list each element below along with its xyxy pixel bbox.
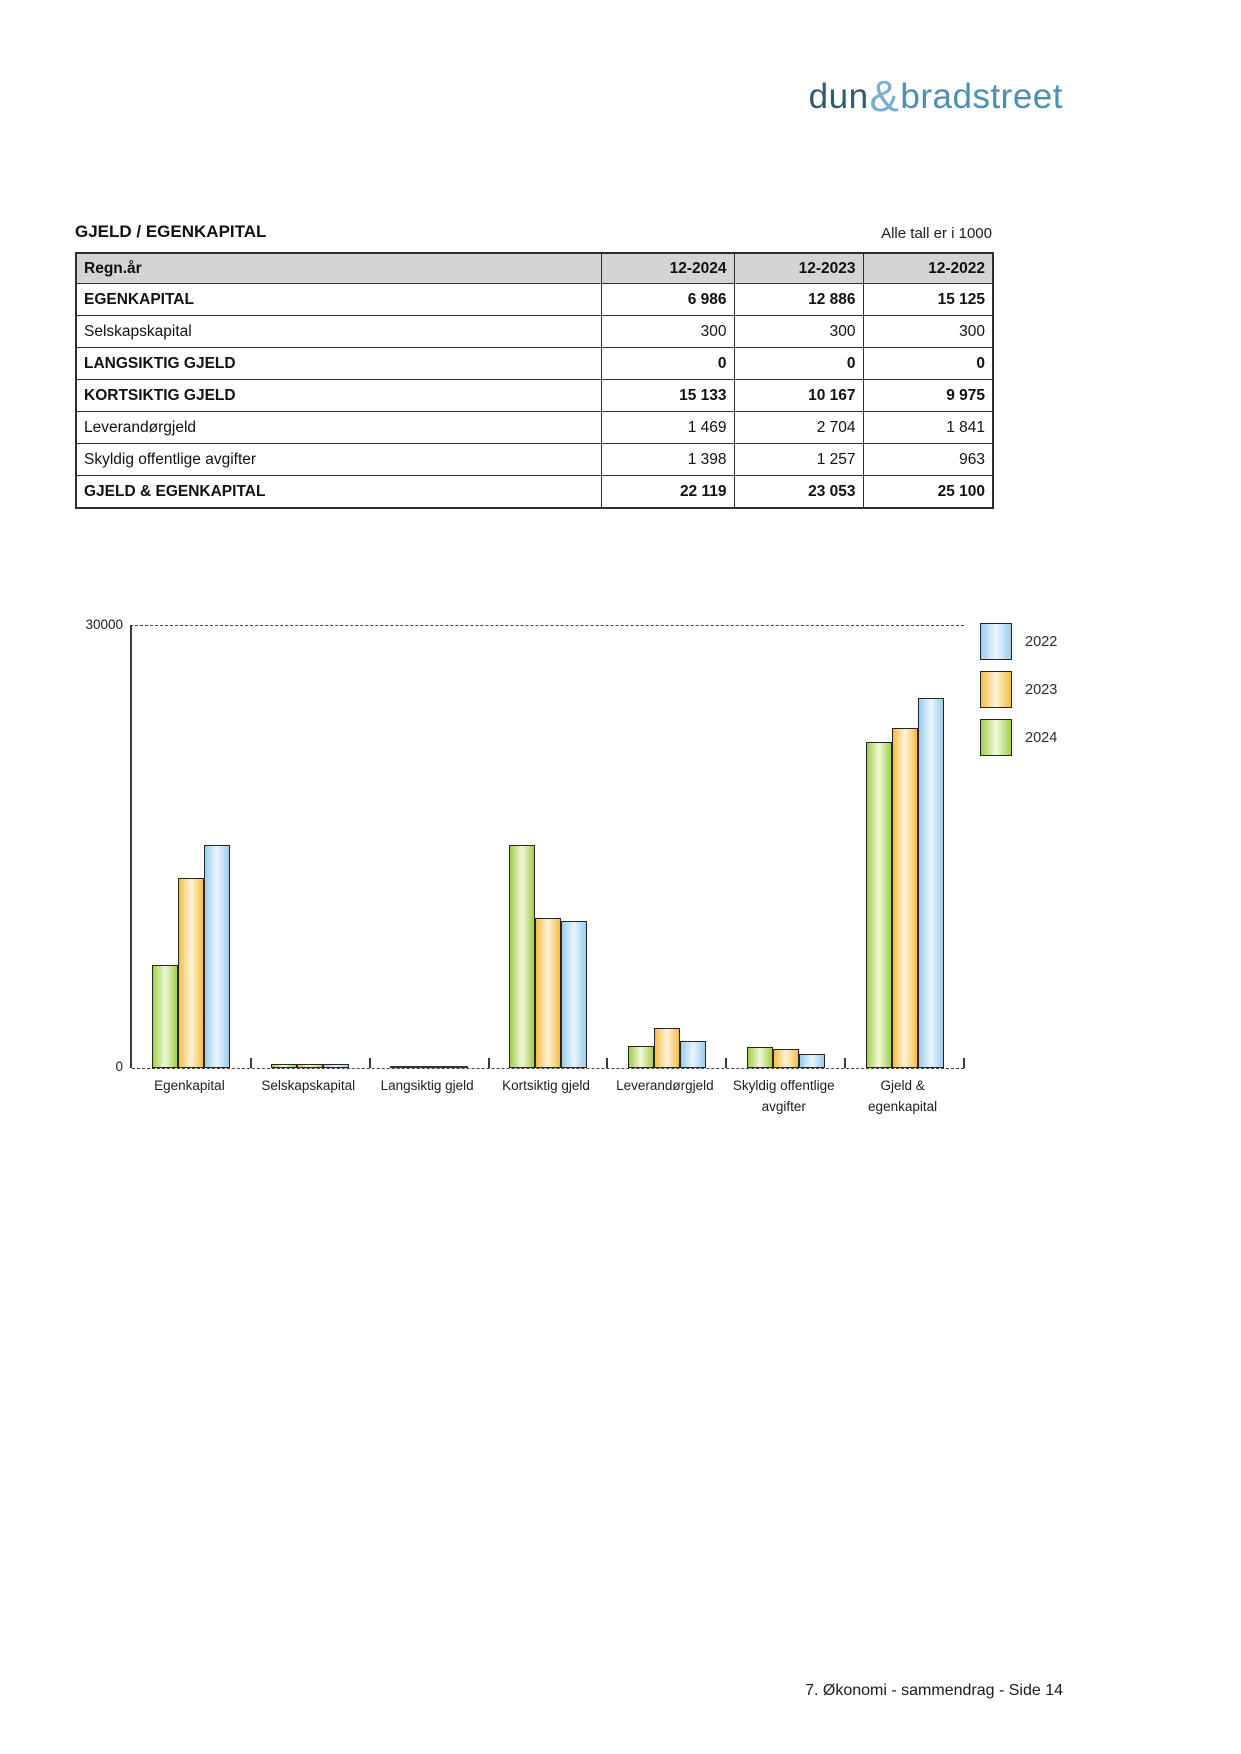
ampersand-logo-glyph: & <box>869 72 900 121</box>
chart-legend <box>980 623 1057 767</box>
bar-2023 <box>773 1049 799 1068</box>
category-label: Egenkapital <box>154 1078 225 1093</box>
bar-2022 <box>442 1066 468 1068</box>
bar-2022 <box>918 698 944 1068</box>
row-value: 2 704 <box>734 412 863 444</box>
bar-2023 <box>178 878 204 1068</box>
table-row <box>76 412 993 444</box>
table-unit-note: Alle tall er i 1000 <box>881 225 992 242</box>
legend-label: 2023 <box>1025 681 1058 698</box>
bar-2023 <box>416 1066 442 1068</box>
row-value: 12 886 <box>734 284 863 316</box>
row-label: Selskapskapital <box>76 316 601 348</box>
bar-2023 <box>654 1028 680 1068</box>
row-value: 25 100 <box>863 476 993 509</box>
category-label: Skyldig offentlige avgifter <box>732 1078 835 1114</box>
row-value: 300 <box>734 316 863 348</box>
chart-cell <box>489 626 608 1068</box>
category-label: Selskapskapital <box>261 1078 356 1093</box>
chart-category-labels <box>130 1076 962 1118</box>
bar-2024 <box>628 1046 654 1068</box>
chart-cell <box>845 626 964 1068</box>
table-row <box>76 380 993 412</box>
row-value: 1 398 <box>601 444 734 476</box>
category-label: Kortsiktig gjeld <box>502 1078 590 1093</box>
legend-item-2024 <box>980 719 1057 756</box>
row-value: 0 <box>601 348 734 380</box>
row-value: 1 841 <box>863 412 993 444</box>
table-row <box>76 316 993 348</box>
bar-2024 <box>866 742 892 1068</box>
row-label: GJELD & EGENKAPITAL <box>76 476 601 509</box>
bar-2022 <box>799 1054 825 1068</box>
row-value: 23 053 <box>734 476 863 509</box>
table-header-row <box>76 253 993 284</box>
legend-swatch-2023 <box>980 671 1012 708</box>
table-row <box>76 284 993 316</box>
bar-2022 <box>680 1041 706 1068</box>
row-value: 22 119 <box>601 476 734 509</box>
chart-cell <box>251 626 370 1068</box>
legend-swatch-2024 <box>980 719 1012 756</box>
bar-2023 <box>297 1064 323 1068</box>
table-row <box>76 444 993 476</box>
chart-cell <box>370 626 489 1068</box>
row-label: EGENKAPITAL <box>76 284 601 316</box>
row-label: KORTSIKTIG GJELD <box>76 380 601 412</box>
legend-label: 2022 <box>1025 633 1058 650</box>
bar-chart-plot-area <box>130 625 964 1068</box>
row-value: 1 257 <box>734 444 863 476</box>
bar-2024 <box>747 1047 773 1068</box>
chart-cell <box>132 626 251 1068</box>
table-body <box>76 284 993 509</box>
table-row <box>76 348 993 380</box>
bar-2022 <box>204 845 230 1068</box>
row-value: 963 <box>863 444 993 476</box>
header-regnaar: Regn.år <box>76 253 601 284</box>
bar-2024 <box>390 1066 416 1068</box>
axis-tick <box>963 1058 965 1068</box>
logo-bradstreet-text: bradstreet <box>900 77 1063 116</box>
bar-2023 <box>535 918 561 1068</box>
category-label: Leverandørgjeld <box>616 1078 714 1093</box>
row-value: 0 <box>734 348 863 380</box>
chart-cell <box>607 626 726 1068</box>
legend-item-2023 <box>980 671 1057 708</box>
legend-item-2022 <box>980 623 1057 660</box>
legend-label: 2024 <box>1025 729 1058 746</box>
row-label: Leverandørgjeld <box>76 412 601 444</box>
row-value: 15 133 <box>601 380 734 412</box>
category-label: Gjeld & egenkapital <box>868 1078 938 1114</box>
row-value: 9 975 <box>863 380 993 412</box>
bar-2023 <box>892 728 918 1068</box>
category-label: Langsiktig gjeld <box>380 1078 474 1093</box>
dnb-logo <box>808 72 1063 121</box>
legend-swatch-2022 <box>980 623 1012 660</box>
row-value: 15 125 <box>863 284 993 316</box>
row-value: 300 <box>601 316 734 348</box>
row-label: Skyldig offentlige avgifter <box>76 444 601 476</box>
row-value: 1 469 <box>601 412 734 444</box>
row-value: 0 <box>863 348 993 380</box>
header-12-2024: 12-2024 <box>601 253 734 284</box>
header-12-2023: 12-2023 <box>734 253 863 284</box>
table-row <box>76 476 993 509</box>
x-axis-baseline <box>132 1068 964 1069</box>
bar-2022 <box>561 921 587 1068</box>
bar-2022 <box>323 1064 349 1068</box>
header-12-2022: 12-2022 <box>863 253 993 284</box>
row-label: LANGSIKTIG GJELD <box>76 348 601 380</box>
row-value: 300 <box>863 316 993 348</box>
bar-2024 <box>271 1064 297 1068</box>
y-axis-tick-30000: 30000 <box>85 617 123 632</box>
row-value: 6 986 <box>601 284 734 316</box>
row-value: 10 167 <box>734 380 863 412</box>
bar-2024 <box>152 965 178 1068</box>
page-footer: 7. Økonomi - sammendrag - Side 14 <box>805 1682 1063 1699</box>
y-axis-tick-0: 0 <box>115 1059 123 1074</box>
bar-2024 <box>509 845 535 1068</box>
table-title: GJELD / EGENKAPITAL <box>75 222 267 241</box>
logo-dun-text: dun <box>808 77 869 116</box>
financial-table <box>75 252 994 509</box>
chart-cell <box>726 626 845 1068</box>
